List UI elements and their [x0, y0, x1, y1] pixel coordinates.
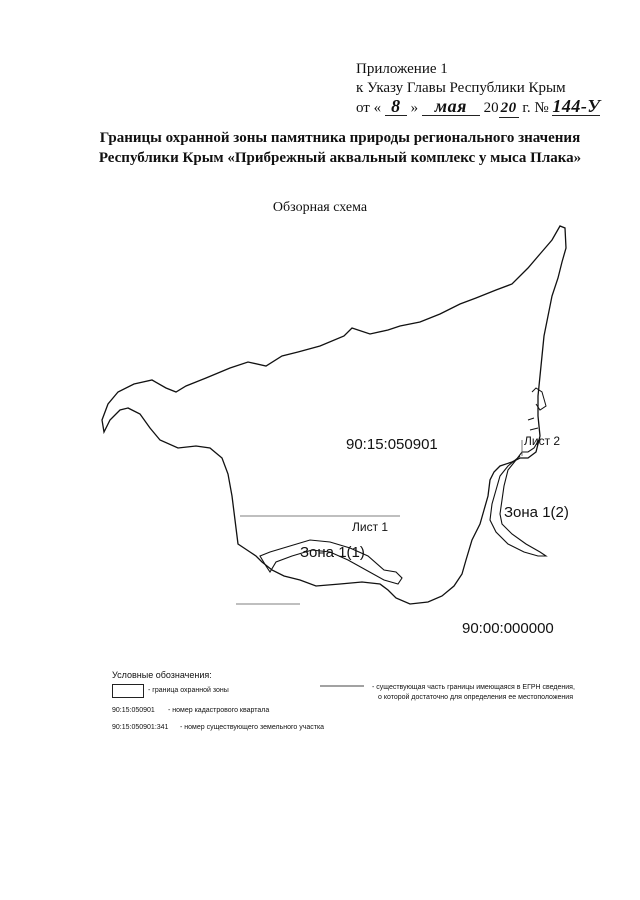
- date-mid: »: [410, 100, 419, 116]
- legend-existing-line2: о которой достаточно для определения ее местоположения: [378, 694, 574, 701]
- label-sheet1: Лист 1: [352, 520, 389, 534]
- date-day: 8: [385, 98, 407, 116]
- label-zone1-2: Зона 1(2): [504, 504, 569, 521]
- date-month: мая: [422, 98, 480, 116]
- legend-quarter-code: 90:15:050901: [112, 707, 155, 714]
- appendix-line1: Приложение 1: [356, 61, 448, 77]
- label-sheet2: Лист 2: [524, 434, 561, 448]
- label-cadastral-quarter: 90:15:050901: [346, 436, 438, 453]
- title-line1: Границы охранной зоны памятника природы регионального значения: [99, 130, 581, 146]
- legend-zone-desc: - граница охранной зоны: [148, 687, 229, 694]
- year-suffix: 20: [500, 100, 517, 116]
- legend-parcel-code: 90:15:050901:341: [112, 724, 169, 731]
- overview-scheme-title: Обзорная схема: [272, 200, 368, 215]
- title-line2: Республики Крым «Прибрежный аквальный комплекс у мыса Плака»: [98, 150, 582, 166]
- appendix-line2: к Указу Главы Республики Крым: [356, 80, 566, 96]
- label-sea-quarter: 90:00:000000: [462, 620, 554, 637]
- legend-existing-line-icon: [320, 684, 364, 688]
- pier-detail: [528, 388, 546, 430]
- legend-existing-line1: - существующая часть границы имеющаяся в ЕГРН сведения,: [372, 684, 575, 691]
- legend-zone-box-icon: [112, 684, 144, 698]
- year-prefix: 20: [483, 100, 499, 116]
- legend-quarter-desc: - номер кадастрового квартала: [168, 707, 270, 714]
- decree-number: 144-У: [552, 96, 601, 116]
- legend-parcel-desc: - номер существующего земельного участка: [180, 724, 325, 731]
- date-prefix: от «: [356, 100, 382, 116]
- number-prefix: г. №: [522, 100, 549, 116]
- legend-title: Условные обозначения:: [112, 670, 212, 680]
- zone-1-2-boundary: [490, 438, 546, 556]
- label-zone1-1: Зона 1(1): [300, 544, 365, 561]
